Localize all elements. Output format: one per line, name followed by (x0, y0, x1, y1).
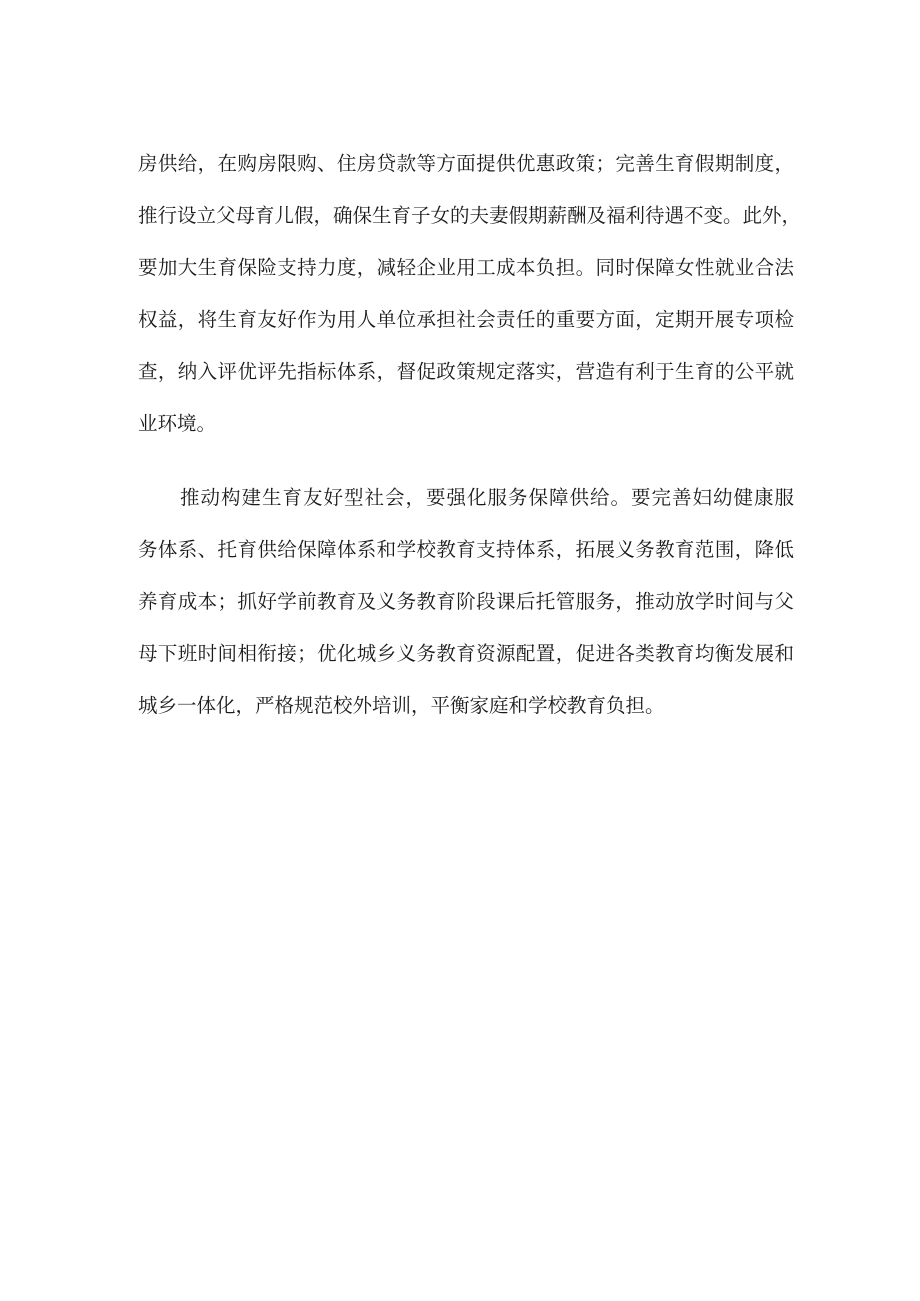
paragraph-1 (138, 138, 802, 450)
paragraph-2 (138, 472, 794, 732)
document-body (138, 138, 802, 732)
paragraph-line: 推行设立父母育儿假，确保生育子女的夫妻假期薪酬及福利待遇不变。此外， (138, 204, 802, 227)
paragraph-line: 查，纳入评优评先指标体系，督促政策规定落实，营造有利于生育的公平就 (138, 360, 794, 383)
paragraph-line: 权益，将生育友好作为用人单位承担社会责任的重要方面，定期开展专项检 (138, 308, 794, 331)
paragraph-line: 养育成本；抓好学前教育及义务教育阶段课后托管服务，推动放学时间与父 (138, 590, 794, 613)
paragraph-line: 母下班时间相衔接；优化城乡义务教育资源配置，促进各类教育均衡发展和 (138, 642, 794, 665)
paragraph-line: 要加大生育保险支持力度，减轻企业用工成本负担。同时保障女性就业合法 (138, 256, 794, 279)
paragraph-line: 房供给，在购房限购、住房贷款等方面提供优惠政策；完善生育假期制度， (138, 152, 794, 175)
paragraph-line: 业环境。 (138, 412, 217, 435)
paragraph-spacer (138, 450, 794, 472)
paragraph-line: 推动构建生育友好型社会，要强化服务保障供给。要完善妇幼健康服 (180, 486, 794, 509)
paragraph-line: 城乡一体化，严格规范校外培训，平衡家庭和学校教育负担。 (138, 694, 665, 717)
paragraph-line: 务体系、托育供给保障体系和学校教育支持体系，拓展义务教育范围，降低 (138, 538, 794, 561)
